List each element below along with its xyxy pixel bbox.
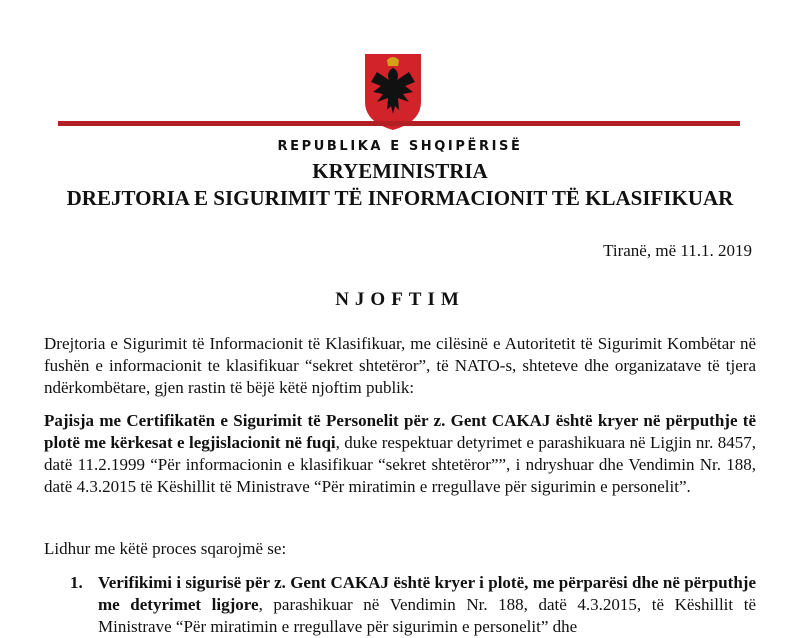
ministry-name: KRYEMINISTRIA [312, 159, 488, 183]
list-item-statement: Verifikimi i sigurisë për z. Gent CAKAJ është kryer i plotë, me përparësi dhe në përputhje me detyrimet ligjore [98, 573, 756, 614]
albanian-eagle-emblem-icon [361, 52, 425, 132]
republic-name: REPUBLIKA E SHQIPËRISË [277, 139, 523, 154]
list-item-text [98, 572, 756, 638]
header-rule [58, 121, 740, 126]
document-date: Tiranë, më 11.1. 2019 [603, 241, 752, 260]
clarification-intro: Lidhur me këtë proces sqarojmë se: [44, 539, 287, 558]
list-item-number: 1. [70, 573, 83, 592]
certification-paragraph [44, 410, 756, 498]
document-title: NJOFTIM [335, 289, 465, 310]
certification-details: , duke respektuar detyrimet e parashikuara në Ligjin nr. 8457, datë 11.2.1999 “Për informacionin e klasifikuar “sekret shtetëror””, i ndryshuar dhe Vendimin Nr. 188, datë 4.3.2015 të Këshillit të Ministrave “Për miratimin e rregullave për sigurimin e personelit”. [44, 433, 757, 496]
list-item [70, 572, 756, 638]
directorate-name: DREJTORIA E SIGURIMIT TË INFORMACIONIT TË KLASIFIKUAR [66, 186, 734, 210]
list-item-details: , parashikuar në Vendimin Nr. 188, datë 4.3.2015, të Këshillit të Ministrave “Për miratimin e rregullave për sigurimin e personelit” dhe [98, 595, 756, 636]
intro-paragraph: Drejtoria e Sigurimit të Informacionit të Klasifikuar, me cilësinë e Autoritetit të Sigurimit Kombëtar në fushën e informacionit te klasifikuar “sekret shtetëror”, të NATO-s, shteteve dhe organizatave të tjera ndërkombëtare, gjen rastin të bëjë këtë njoftim publik: [44, 334, 756, 397]
certification-statement: Pajisja me Certifikatën e Sigurimit të Personelit për z. Gent CAKAJ është kryer në përputhje të plotë me kërkesat e legjislacionit në fuqi [44, 411, 756, 452]
